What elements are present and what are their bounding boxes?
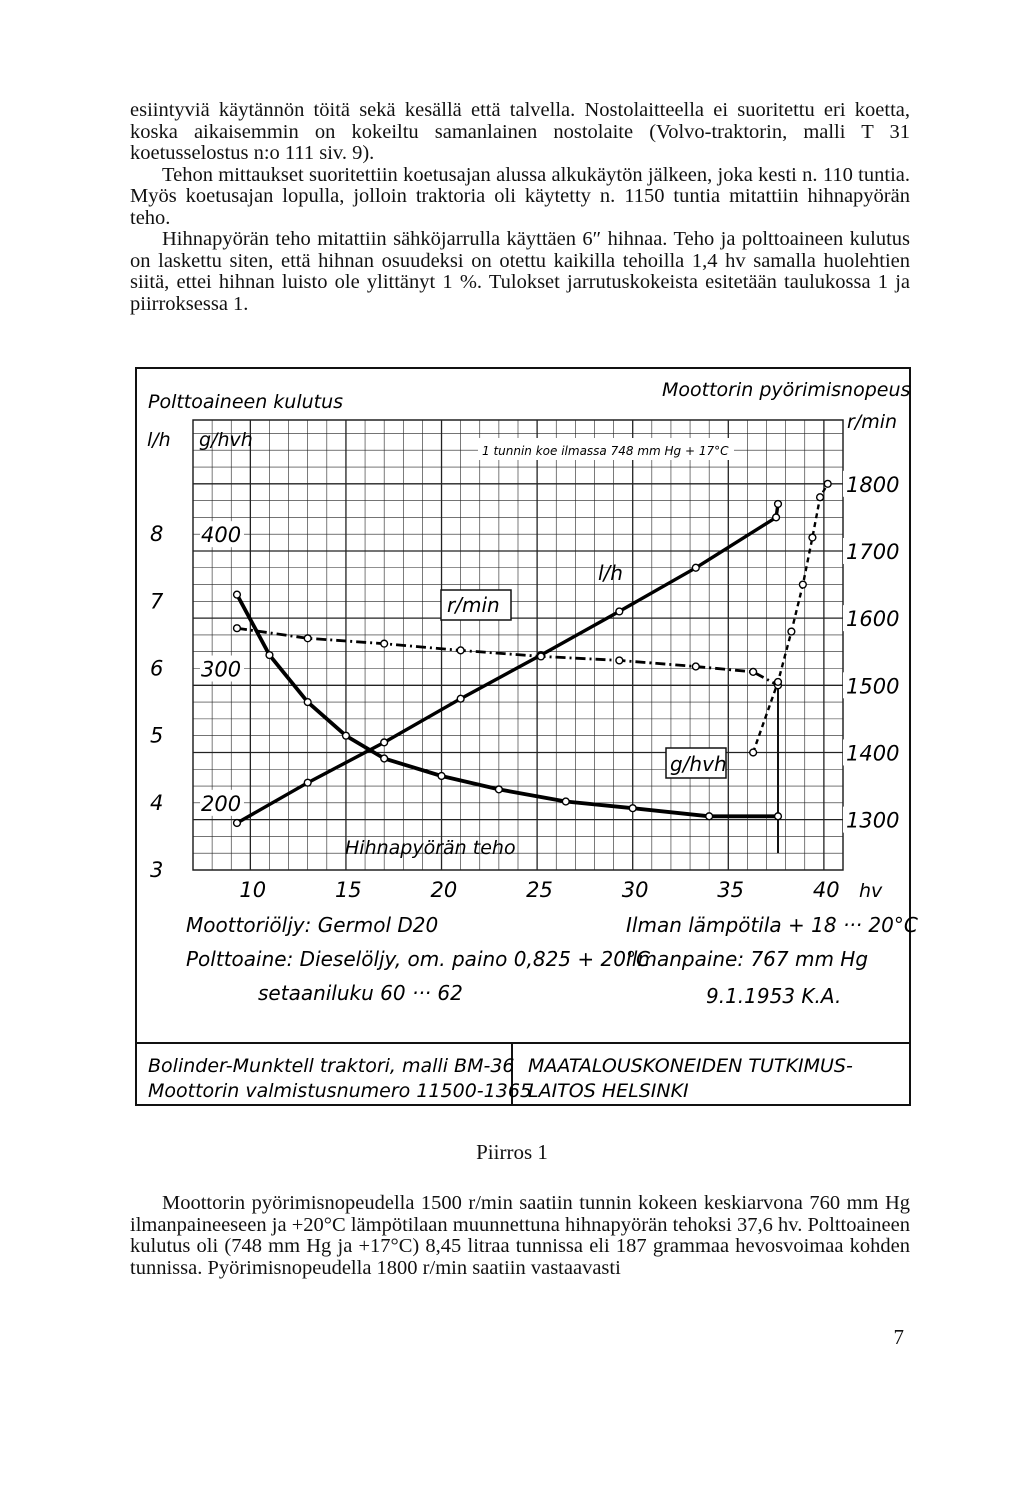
data-point xyxy=(775,679,782,686)
data-point xyxy=(457,647,464,654)
data-point xyxy=(234,625,241,632)
data-point xyxy=(234,820,241,827)
rpm-tick-label: 1800 xyxy=(846,472,900,497)
data-point xyxy=(381,739,388,746)
note-cetane: setaaniluku 60 ··· 62 xyxy=(258,981,463,1005)
data-point xyxy=(438,773,445,780)
paragraph: esiintyviä käytännön töitä sekä kesällä että talvella. Nostolaitteella ei suoritettu eri koetta, koska aikaisemmin on kokeiltu samanlainen nostolaite (Volvo-traktorin, malli T 31 koetusselostus n:o 111 siv. 9). xyxy=(130,99,910,164)
rpm-tick-label: 1300 xyxy=(846,808,900,833)
data-point xyxy=(817,494,824,501)
rpm-axis-unit: r/min xyxy=(847,411,898,433)
data-point xyxy=(343,732,350,739)
x-axis-unit: hv xyxy=(859,880,883,902)
figure-caption: Piirros 1 xyxy=(476,1140,548,1164)
chart-series xyxy=(234,480,832,826)
data-point xyxy=(616,657,623,664)
lh-tick-label: 3 xyxy=(150,858,164,882)
lh-tick-label: 5 xyxy=(150,723,164,748)
data-point xyxy=(304,699,311,706)
data-point xyxy=(773,514,780,521)
note-air-temp: Ilman lämpötila + 18 ··· 20°C xyxy=(626,913,918,937)
engine-serial: Moottorin valmistusnumero 11500-1365 xyxy=(148,1080,532,1102)
x-axis-title: Hihnapyörän teho xyxy=(345,837,516,859)
chart-grid xyxy=(193,420,843,870)
ghvh-tick-label: 300 xyxy=(201,657,242,682)
data-point xyxy=(692,564,699,571)
paragraph: Moottorin pyörimisnopeudella 1500 r/min saatiin tunnin kokeen keskiarvona 760 mm Hg ilmanpaineeseen ja +20°C lämpötilaan muunnettuna hihnapyörän tehoksi 37,6 hv. Polttoaineen kulutus oli (748 mm Hg ja +17°C) 8,45 litraa tunnissa eli 187 grammaa hevosvoimaa kohden tunnissa. Pyörimisnopeudella 1800 r/min saatiin vastaavasti xyxy=(130,1192,910,1279)
paragraph: Tehon mittaukset suoritettiin koetusajan alussa alkukäytön jälkeen, joka kesti n. 110 tuntia. Myös koetusajan lopulla, jolloin traktoria oli käytetty n. 1150 tuntia mitattiin hihnapyörän teho. xyxy=(130,163,910,229)
lh-axis-unit: l/h xyxy=(147,429,171,451)
series-label-lh: l/h xyxy=(598,561,623,585)
data-point xyxy=(234,591,241,598)
right-axis-title: Moottorin pyörimisnopeus xyxy=(662,379,911,401)
lh-tick-label: 4 xyxy=(150,790,164,815)
data-point xyxy=(750,749,757,756)
data-point xyxy=(562,798,569,805)
ghvh-tick-label: 200 xyxy=(201,791,242,816)
x-tick-label: 35 xyxy=(717,878,745,902)
institute-name-2: LAITOS HELSINKI xyxy=(528,1080,689,1102)
data-point xyxy=(629,805,636,812)
series-line-g-hvh xyxy=(237,595,778,817)
data-point xyxy=(809,534,816,541)
x-tick-label: 30 xyxy=(621,878,649,902)
note-fuel: Polttoaine: Dieselöljy, om. paino 0,825 + 20°C xyxy=(186,947,650,971)
data-point xyxy=(775,501,782,508)
lh-tick-label: 6 xyxy=(150,656,164,681)
rpm-tick-label: 1400 xyxy=(846,741,900,766)
data-point xyxy=(706,813,713,820)
ghvh-axis-unit: g/hvh xyxy=(199,429,253,451)
rpm-tick-label: 1600 xyxy=(846,607,900,632)
note-date: 9.1.1953 K.A. xyxy=(706,984,842,1008)
rpm-tick-label: 1700 xyxy=(846,539,900,564)
x-tick-label: 25 xyxy=(526,878,553,902)
data-point xyxy=(692,663,699,670)
x-tick-label: 40 xyxy=(812,878,840,902)
data-point xyxy=(799,581,806,588)
data-point xyxy=(750,668,757,675)
data-point xyxy=(266,652,273,659)
series-line-r-min xyxy=(237,628,778,685)
data-point xyxy=(457,695,464,702)
chart-ticks xyxy=(150,471,901,902)
x-tick-label: 15 xyxy=(334,878,362,902)
data-point xyxy=(538,653,545,660)
series-label-rpm: r/min xyxy=(447,593,500,617)
data-point xyxy=(788,628,795,635)
series-label-ghvh: g/hvh xyxy=(670,752,727,776)
data-point xyxy=(495,786,502,793)
data-point xyxy=(775,813,782,820)
lh-tick-label: 8 xyxy=(150,522,164,547)
x-tick-label: 20 xyxy=(430,878,458,902)
ghvh-tick-label: 400 xyxy=(201,523,242,548)
data-point xyxy=(381,640,388,647)
note-air-pressure: Ilmanpaine: 767 mm Hg xyxy=(626,947,869,971)
data-point xyxy=(304,635,311,642)
data-point xyxy=(381,755,388,762)
tractor-model: Bolinder-Munktell traktori, malli BM-36 xyxy=(148,1055,515,1077)
rpm-tick-label: 1500 xyxy=(846,674,900,699)
institute-name-1: MAATALOUSKONEIDEN TUTKIMUS- xyxy=(528,1055,853,1077)
x-tick-label: 10 xyxy=(239,878,267,902)
chart-annotation: 1 tunnin koe ilmassa 748 mm Hg + 17°C xyxy=(482,444,729,458)
page-number: 7 xyxy=(893,1325,904,1349)
continuation-text xyxy=(130,1193,910,1279)
note-oil: Moottoriöljy: Germol D20 xyxy=(186,913,439,937)
left-axis-title: Polttoaineen kulutus xyxy=(148,391,344,413)
lh-tick-label: 7 xyxy=(150,589,164,614)
data-point xyxy=(304,779,311,786)
data-point xyxy=(616,608,623,615)
paragraph: Hihnapyörän teho mitattiin sähköjarrulla käyttäen 6″ hihnaa. Teho ja polttoaineen kulutus on laskettu siten, että hihnan osuudeksi on otettu kaikilla tehoilla 1,4 hv samalla huolehtien siitä, ettei hihnan luisto ole ylittänyt 1 %. Tulokset jarrutuskokeista esitetään taulukossa 1 ja piirroksessa 1. xyxy=(130,228,910,315)
data-point xyxy=(824,480,831,487)
